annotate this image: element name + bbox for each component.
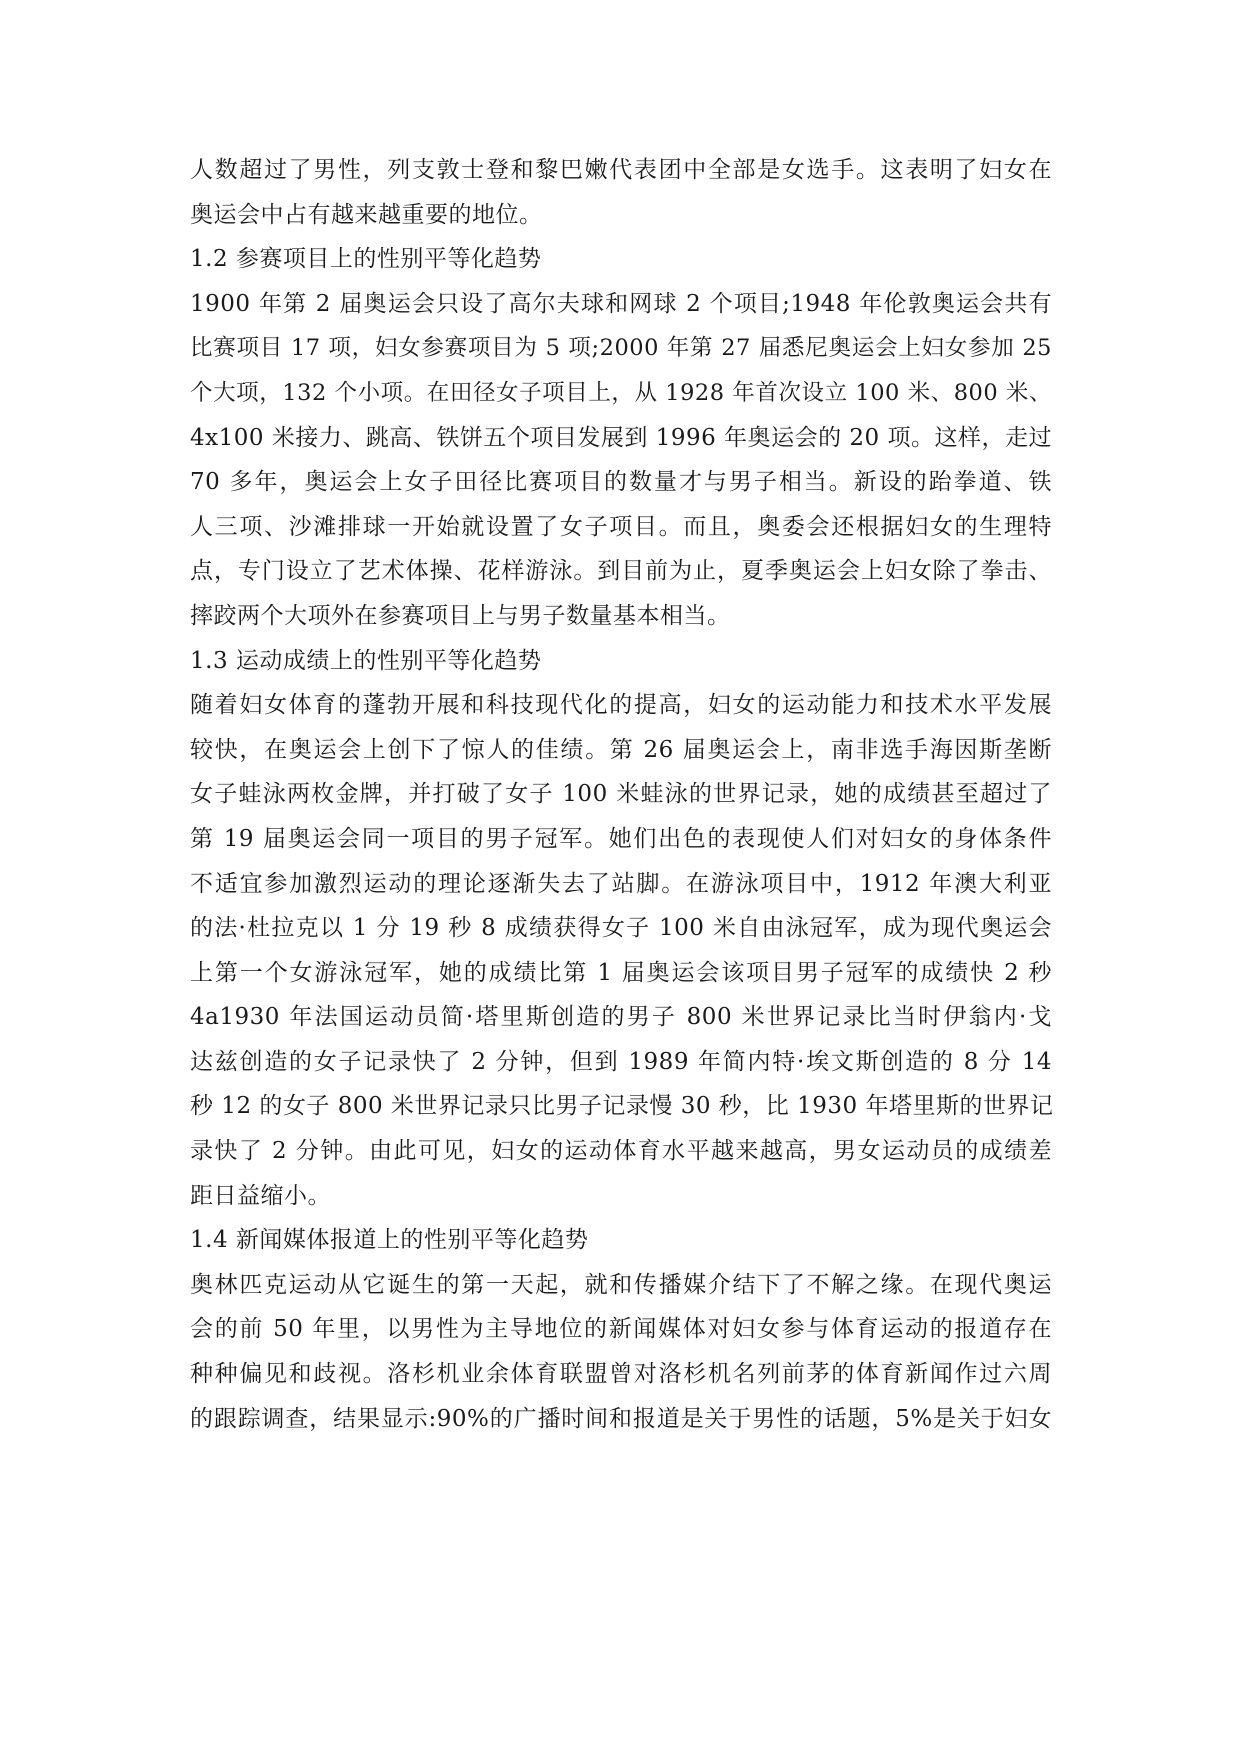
section-heading: 1.4 新闻媒体报道上的性别平等化趋势: [190, 1227, 589, 1254]
text-line: 的跟踪调查，结果显示:90%的广播时间和报道是关于男性的话题，5%是关于妇女: [190, 1405, 1052, 1432]
text-line: 4x100 米接力、跳高、铁饼五个项目发展到 1996 年奥运会的 20 项。这样，走过: [190, 424, 1052, 451]
text-line: 会的前 50 年里，以男性为主导地位的新闻媒体对妇女参与体育运动的报道存在: [190, 1316, 1052, 1343]
text-line: 1900 年第 2 届奥运会只设了高尔夫球和网球 2 个项目;1948 年伦敦奥运会共有: [190, 290, 1052, 317]
text-line: 录快了 2 分钟。由此可见，妇女的运动体育水平越来越高，男女运动员的成绩差: [190, 1138, 1052, 1165]
text-line: 4a1930 年法国运动员简·塔里斯创造的男子 800 米世界记录比当时伊翁内·戈: [190, 1004, 1052, 1031]
text-line: 的法·杜拉克以 1 分 19 秒 8 成绩获得女子 100 米自由泳冠军，成为现代奥运会: [190, 915, 1052, 942]
text-line: 比赛项目 17 项，妇女参赛项目为 5 项;2000 年第 27 届悉尼奥运会上妇女参加 25: [190, 335, 1052, 362]
section-heading: 1.3 运动成绩上的性别平等化趋势: [190, 647, 542, 674]
text-line: 达兹创造的女子记录快了 2 分钟，但到 1989 年简内特·埃文斯创造的 8 分 14: [190, 1048, 1052, 1075]
text-line: 人三项、沙滩排球一开始就设置了女子项目。而且，奥委会还根据妇女的生理特: [190, 513, 1052, 540]
text-line: 随着妇女体育的蓬勃开展和科技现代化的提高，妇女的运动能力和技术水平发展: [190, 692, 1052, 719]
text-line: 不适宜参加激烈运动的理论逐渐失去了站脚。在游泳项目中，1912 年澳大利亚: [190, 870, 1052, 897]
text-line: 第 19 届奥运会同一项目的男子冠军。她们出色的表现使人们对妇女的身体条件: [190, 825, 1052, 852]
text-line: 个大项，132 个小项。在田径女子项目上，从 1928 年首次设立 100 米、800 米、: [190, 379, 1052, 406]
section-heading: 1.2 参赛项目上的性别平等化趋势: [190, 246, 542, 273]
text-line: 摔跤两个大项外在参赛项目上与男子数量基本相当。: [190, 602, 731, 629]
text-line: 女子蛙泳两枚金牌，并打破了女子 100 米蛙泳的世界记录，她的成绩甚至超过了: [190, 781, 1052, 808]
text-line: 奥林匹克运动从它诞生的第一天起，就和传播媒介结下了不解之缘。在现代奥运: [190, 1271, 1052, 1298]
text-line: 较快，在奥运会上创下了惊人的佳绩。第 26 届奥运会上，南非选手海因斯垄断: [190, 736, 1052, 763]
text-line: 点，专门设立了艺术体操、花样游泳。到目前为止，夏季奥运会上妇女除了拳击、: [190, 558, 1052, 585]
document-body: [190, 148, 1052, 1441]
text-line: 人数超过了男性，列支敦士登和黎巴嫩代表团中全部是女选手。这表明了妇女在: [190, 157, 1052, 183]
text-line: 奥运会中占有越来越重要的地位。: [190, 201, 543, 228]
text-line: 距日益缩小。: [190, 1182, 331, 1209]
text-line: 种种偏见和歧视。洛杉机业余体育联盟曾对洛杉机名列前茅的体育新闻作过六周: [190, 1361, 1052, 1388]
text-line: 70 多年，奥运会上女子田径比赛项目的数量才与男子相当。新设的跆拳道、铁: [190, 469, 1052, 496]
text-line: 上第一个女游泳冠军，她的成绩比第 1 届奥运会该项目男子冠军的成绩快 2 秒: [190, 959, 1052, 986]
text-line: 秒 12 的女子 800 米世界记录只比男子记录慢 30 秒，比 1930 年塔里斯的世界记: [190, 1093, 1054, 1120]
